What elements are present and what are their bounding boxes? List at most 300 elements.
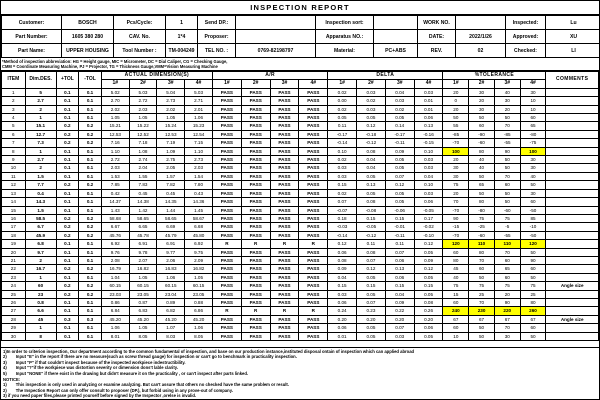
note-5-text: Input "NONE" if there exist in the drawing but didn't measure it on the practicality , or can't inspect after parts linked. [15,371,249,377]
cell-actual-3: 0.89 [157,298,185,306]
cell-delta-1: 0.10 [328,147,357,155]
cell-comments [546,332,599,340]
cell-delta-3: 0.05 [385,164,414,172]
header-value-0-3[interactable] [374,16,418,30]
cell-actual-4: 2.03 [185,164,213,172]
cell-tolerance-4: 60 [520,324,546,332]
cell-tolerance-3: 30 [494,97,520,105]
cell-actual-3: 5.04 [157,88,185,96]
cell-dim-des: 6.8 [25,240,56,248]
cell-delta-4: 0.03 [414,164,443,172]
cell-delta-1: 0.02 [328,189,357,197]
cell-actual-3: 1.57 [157,172,185,180]
header-value-1-2[interactable] [236,30,316,44]
header-label-1-1: CAV. No. [114,30,166,44]
cell-actual-2: 45.20 [129,315,157,323]
cell-tolerance-2: 50 [469,172,495,180]
cell-item: 24 [2,282,26,290]
header-label-2-5: Checked: [506,44,546,58]
cell-tolerance-3: 60 [494,181,520,189]
cell-ar-3: PASS [270,223,299,231]
cell-tolerance-2: -90 [469,130,495,138]
cell-delta-4: 0.03 [414,156,443,164]
table-row [2,147,599,155]
cell-dim-des: 12.7 [25,130,56,138]
cell-dim-des: 1.5 [25,172,56,180]
cell-actual-2: 14.38 [129,198,157,206]
cell-actual-2: 1.42 [129,206,157,214]
cell-actual-3: 6.69 [157,223,185,231]
cell-delta-3: 0.15 [385,214,414,222]
table-row [2,240,599,248]
cell-delta-1: 0.06 [328,298,357,306]
note-line-1: 1)In order to criterion inspection, Our department according to the common fundamental of inspection, and base on our production instance,instituted disposal ontain of inspection which can applied abroad [3,348,415,354]
cell-comments [546,88,599,96]
cell-delta-3: 0.15 [385,282,414,290]
header-label-0-3: Inspection sort: [316,16,374,30]
cell-ar-2: PASS [241,181,270,189]
cell-tolerance-4: 67 [520,315,546,323]
cell-plus-tol: 0.1 [56,298,79,306]
cell-actual-2: 2.04 [129,164,157,172]
header-label-2-4: REV. [418,44,456,58]
header-value-2-4[interactable]: 02 [456,44,506,58]
cell-dim-des: 0.8 [25,298,56,306]
cell-actual-2: 2.03 [129,105,157,113]
cell-tolerance-4: -80 [520,130,546,138]
col-dim-des: Dim.DES. [25,72,56,89]
cell-ar-4: PASS [299,164,328,172]
cell-delta-3: 0.02 [385,105,414,113]
cell-item: 17 [2,223,26,231]
cell-dim-des: 60 [25,282,56,290]
cell-tolerance-4: -50 [520,206,546,214]
note-2-number: 2) [3,354,7,360]
header-value-2-5[interactable]: LI [546,44,600,58]
cell-delta-2: 0.13 [357,181,386,189]
cell-comments [546,214,599,222]
cell-actual-1: 5.02 [101,88,129,96]
cell-minus-tol: 0.1 [79,105,102,113]
cell-delta-2: -0.05 [357,223,386,231]
cell-tolerance-4: 25 [520,290,546,298]
cell-tolerance-1: 30 [443,172,469,180]
cell-ar-1: PASS [212,214,241,222]
header-row [2,30,600,44]
cell-ar-4: PASS [299,231,328,239]
cell-ar-3: PASS [270,231,299,239]
header-label-2-2: TEL NO. : [198,44,236,58]
cell-delta-2: 0.05 [357,324,386,332]
cell-tolerance-2: -60 [469,231,495,239]
cell-comments [546,114,599,122]
header-value-0-0[interactable]: BOSCH [62,16,114,30]
cell-comments [546,231,599,239]
cell-delta-1: 0.08 [328,256,357,264]
cell-actual-3: 60.15 [157,282,185,290]
cell-plus-tol: 0.2 [56,265,79,273]
cell-delta-3: -0.06 [385,206,414,214]
cell-tolerance-2: 75 [469,214,495,222]
cell-actual-1: 45.76 [101,231,129,239]
cell-dim-des: 9.7 [25,248,56,256]
cell-ar-2: PASS [241,130,270,138]
cell-delta-4: 0.06 [414,114,443,122]
cell-actual-4: 1.54 [185,172,213,180]
header-value-1-1[interactable]: 1*4 [166,30,198,44]
cell-ar-1: PASS [212,248,241,256]
cell-item: 30 [2,332,26,340]
cell-delta-2: 0.11 [357,240,386,248]
cell-actual-3: 45.20 [157,315,185,323]
cell-plus-tol: 0.2 [56,130,79,138]
cell-ar-1: PASS [212,231,241,239]
cell-plus-tol: 0.1 [56,105,79,113]
cell-tolerance-3: -5 [494,223,520,231]
cell-actual-1: 0.42 [101,189,129,197]
cell-tolerance-2: -25 [469,223,495,231]
cell-ar-4: PASS [299,139,328,147]
cell-plus-tol: 0.2 [56,231,79,239]
cell-plus-tol: 0.1 [56,307,79,315]
cell-ar-1: PASS [212,206,241,214]
table-row [2,324,599,332]
table-row [2,172,599,180]
cell-tolerance-1: 55 [443,122,469,130]
cell-plus-tol: 0.1 [56,273,79,281]
cell-actual-1: 1.05 [101,114,129,122]
table-row [2,298,599,306]
cell-tolerance-3: 70 [494,122,520,130]
header-value-1-0[interactable]: 1605 380 280 [62,30,114,44]
cell-comments [546,307,599,315]
cell-actual-2: 1.05 [129,324,157,332]
cell-minus-tol: 0.1 [79,97,102,105]
cell-actual-3: 2.75 [157,156,185,164]
cell-actual-2: 2.74 [129,156,157,164]
cell-comments [546,256,599,264]
cell-actual-1: 1.06 [101,324,129,332]
cell-delta-1: 0.09 [328,265,357,273]
cell-actual-4: 6.92 [185,240,213,248]
cell-actual-4: 45.20 [185,315,213,323]
cell-delta-4: 0.20 [414,315,443,323]
table-row [2,265,599,273]
cell-actual-4: 16.82 [185,265,213,273]
cell-tolerance-3: 20 [494,290,520,298]
cell-delta-3: 0.06 [385,273,414,281]
notice-1-text: This inspection is only used in analyzing or examine analyzing. But can't assure that others no checked have the same problem or result. [15,382,289,388]
cell-item: 7 [2,139,26,147]
subcol-delta-3: 3# [385,80,414,88]
header-value-2-2[interactable]: 0769-82198797 [236,44,316,58]
cell-tolerance-3: 75 [494,282,520,290]
cell-delta-4: 0.09 [414,256,443,264]
cell-tolerance-4: 60 [520,114,546,122]
header-value-0-5[interactable]: Lu [546,16,600,30]
cell-tolerance-2: 80 [469,198,495,206]
cell-tolerance-2: 40 [469,164,495,172]
cell-delta-1: -0.14 [328,139,357,147]
cell-tolerance-4: 60 [520,265,546,273]
cell-ar-3: PASS [270,189,299,197]
cell-tolerance-3: 70 [494,172,520,180]
cell-ar-3: PASS [270,172,299,180]
header-value-0-1[interactable]: 1 [166,16,198,30]
cell-tolerance-4: 10 [520,97,546,105]
cell-minus-tol: 0.1 [79,156,102,164]
col-actual-dimensions: ACTUAL DIMENSION(S) [101,72,212,80]
cell-ar-4: PASS [299,248,328,256]
cell-minus-tol: 0.2 [79,122,102,130]
header-value-1-3[interactable] [374,30,418,44]
cell-actual-4: 12.54 [185,130,213,138]
table-row [2,223,599,231]
cell-ar-1: PASS [212,265,241,273]
cell-actual-2: 0.87 [129,298,157,306]
table-row [2,231,599,239]
cell-actual-2: 60.15 [129,282,157,290]
cell-tolerance-3: 50 [494,198,520,206]
cell-tolerance-3: 220 [494,307,520,315]
cell-tolerance-4: 10 [520,105,546,113]
cell-minus-tol: 0.2 [79,290,102,298]
cell-actual-1: 1.04 [101,273,129,281]
cell-delta-3: 0.11 [385,240,414,248]
header-label-2-3: Material: [316,44,374,58]
cell-dim-des: 8 [25,332,56,340]
cell-ar-3: R [270,307,299,315]
cell-dim-des: 1 [25,324,56,332]
table-row [2,97,599,105]
cell-tolerance-1: 70 [443,198,469,206]
cell-delta-3: 0.22 [385,307,414,315]
cell-tolerance-1: -70 [443,231,469,239]
cell-tolerance-3: 65 [494,265,520,273]
cell-actual-3: 1.07 [157,324,185,332]
cell-tolerance-4: 260 [520,307,546,315]
cell-actual-4: 9.75 [185,248,213,256]
cell-ar-3: PASS [270,290,299,298]
cell-delta-1: 0.04 [328,273,357,281]
cell-ar-3: PASS [270,88,299,96]
cell-actual-4: 0.43 [185,189,213,197]
cell-tolerance-3: 20 [494,105,520,113]
cell-actual-1: 1.10 [101,147,129,155]
cell-ar-1: R [212,240,241,248]
cell-ar-4: PASS [299,298,328,306]
cell-delta-4: 0.13 [414,122,443,130]
cell-ar-4: PASS [299,223,328,231]
table-row [2,282,599,290]
cell-tolerance-4: 75 [520,282,546,290]
cell-dim-des: 16.7 [25,265,56,273]
header-label-1-2: Proposer: [198,30,236,44]
cell-ar-2: PASS [241,198,270,206]
cell-actual-4: 58.67 [185,214,213,222]
cell-tolerance-2: 70 [469,298,495,306]
header-value-0-2[interactable] [236,16,316,30]
cell-tolerance-3: 50 [494,189,520,197]
cell-ar-2: PASS [241,298,270,306]
cell-ar-3: PASS [270,265,299,273]
cell-actual-4: 6.68 [185,223,213,231]
cell-delta-2: 0.20 [357,315,386,323]
cell-delta-4: -0.10 [414,231,443,239]
col-plus-tol: +TOL [56,72,79,89]
cell-actual-4: 1.06 [185,114,213,122]
cell-delta-4: 0.10 [414,181,443,189]
cell-delta-2: 0.23 [357,307,386,315]
cell-actual-1: 12.53 [101,130,129,138]
cell-delta-3: 0.03 [385,332,414,340]
cell-plus-tol: 0.1 [56,97,79,105]
header-label-1-0: Part Number: [2,30,62,44]
cell-item: 5 [2,122,26,130]
cell-delta-3: 0.04 [385,88,414,96]
cell-ar-3: PASS [270,214,299,222]
cell-dim-des: 2.7 [25,97,56,105]
cell-delta-3: 0.09 [385,298,414,306]
cell-tolerance-3: 40 [494,88,520,96]
cell-ar-2: PASS [241,114,270,122]
cell-delta-2: 0.07 [357,256,386,264]
cell-actual-1: 1.53 [101,172,129,180]
cell-ar-4: PASS [299,147,328,155]
header-label-1-3: Apparatus NO.: [316,30,374,44]
cell-delta-3: -0.11 [385,139,414,147]
subcol-delta-4: 4# [414,80,443,88]
cell-ar-2: PASS [241,315,270,323]
cell-ar-2: PASS [241,273,270,281]
header-value-2-0[interactable]: UPPER HOUSING [62,44,114,58]
cell-tolerance-3: 30 [494,332,520,340]
cell-actual-4: 1.06 [185,324,213,332]
cell-actual-4: 6.86 [185,307,213,315]
cell-tolerance-4: -50 [520,231,546,239]
cell-tolerance-3: 60 [494,256,520,264]
cell-ar-4: PASS [299,122,328,130]
cell-actual-4: 5.03 [185,88,213,96]
cell-actual-4: 1.05 [185,273,213,281]
cell-ar-2: R [241,240,270,248]
cell-plus-tol: 0.2 [56,223,79,231]
cell-ar-1: PASS [212,122,241,130]
header-value-1-4[interactable]: 2022/1/26 [456,30,506,44]
cell-tolerance-2: 50 [469,324,495,332]
cell-item: 20 [2,248,26,256]
cell-minus-tol: 0.1 [79,198,102,206]
cell-ar-4: PASS [299,332,328,340]
cell-tolerance-2: 50 [469,332,495,340]
cell-actual-4: 7.80 [185,181,213,189]
cell-ar-3: PASS [270,206,299,214]
cell-tolerance-4: 120 [520,240,546,248]
cell-delta-3: 0.06 [385,256,414,264]
col-comments: COMMENTS [546,72,599,89]
cell-delta-2: 0.08 [357,198,386,206]
cell-dim-des: 0.4 [25,189,56,197]
cell-ar-4: PASS [299,214,328,222]
cell-plus-tol: 0.1 [56,248,79,256]
cell-tolerance-1: 67 [443,315,469,323]
cell-plus-tol: 0.1 [56,114,79,122]
cell-ar-4: PASS [299,97,328,105]
cell-delta-1: 0.01 [328,332,357,340]
cell-tolerance-1: 20 [443,88,469,96]
cell-minus-tol: 0.1 [79,324,102,332]
cell-item: 6 [2,130,26,138]
cell-plus-tol: 0.1 [56,164,79,172]
cell-ar-1: PASS [212,164,241,172]
cell-delta-3: 0.07 [385,172,414,180]
cell-dim-des: 45.9 [25,231,56,239]
cell-delta-1: 0.00 [328,97,357,105]
cell-delta-1: 0.15 [328,282,357,290]
cell-ar-2: PASS [241,223,270,231]
cell-ar-4: PASS [299,189,328,197]
header-value-0-4[interactable] [456,16,506,30]
cell-minus-tol: 0.2 [79,139,102,147]
cell-ar-3: PASS [270,130,299,138]
header-value-2-1[interactable]: TM-004249 [166,44,198,58]
cell-delta-4: 0.06 [414,324,443,332]
cell-actual-3: 1.09 [157,147,185,155]
header-label-1-4: DATE: [418,30,456,44]
table-row [2,88,599,96]
table-row [2,214,599,222]
cell-ar-4: PASS [299,88,328,96]
cell-comments [546,105,599,113]
cell-actual-2: 6.83 [129,307,157,315]
cell-delta-3: 0.12 [385,181,414,189]
header-label-0-4: WORK NO. [418,16,456,30]
cell-plus-tol: 0.1 [56,147,79,155]
col-ar: A/R [212,72,327,80]
cell-comments [546,324,599,332]
cell-dim-des: 2 [25,105,56,113]
cell-tolerance-2: 30 [469,105,495,113]
cell-delta-4: 0.05 [414,290,443,298]
header-row [2,16,600,30]
header-value-1-5[interactable]: XU [546,30,600,44]
cell-ar-3: PASS [270,164,299,172]
cell-delta-1: 0.03 [328,290,357,298]
cell-ar-3: PASS [270,248,299,256]
measurements-table [1,71,599,341]
cell-comments [546,223,599,231]
header-value-2-3[interactable]: PC+ABS [374,44,418,58]
header-info-table [1,15,600,58]
table-row [2,307,599,315]
cell-actual-3: 12.53 [157,130,185,138]
cell-item: 12 [2,181,26,189]
cell-delta-1: 0.02 [328,156,357,164]
cell-tolerance-3: 90 [494,147,520,155]
table-row [2,315,599,323]
cell-ar-1: PASS [212,290,241,298]
cell-minus-tol: 0.1 [79,307,102,315]
table-row [2,332,599,340]
cell-ar-2: PASS [241,172,270,180]
cell-actual-4: 8.05 [185,332,213,340]
cell-actual-1: 16.79 [101,265,129,273]
cell-ar-3: PASS [270,156,299,164]
cell-tolerance-4: 30 [520,156,546,164]
cell-ar-2: PASS [241,147,270,155]
cell-ar-2: PASS [241,324,270,332]
cell-actual-1: 2.02 [101,105,129,113]
